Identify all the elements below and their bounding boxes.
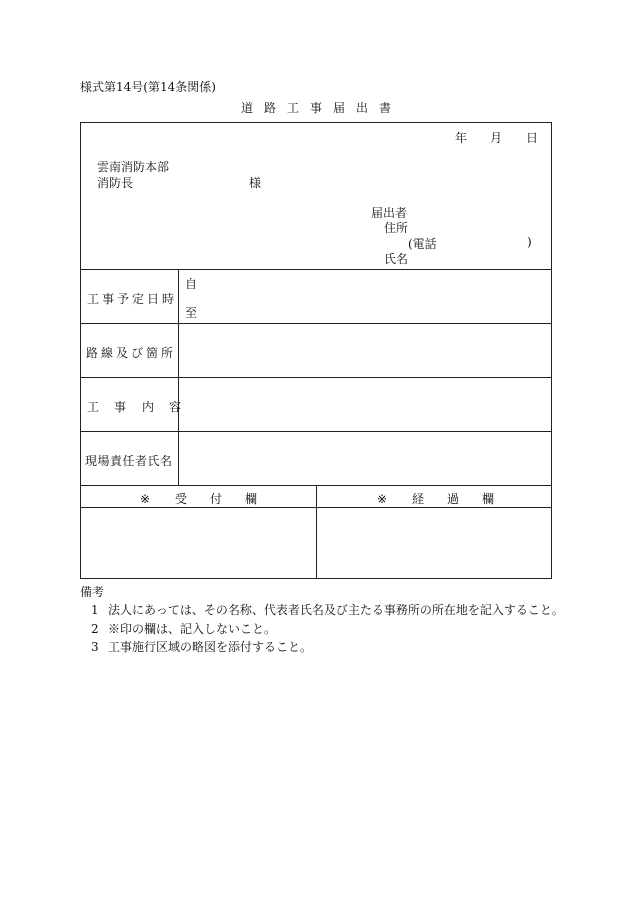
form-number: 様式第14号(第14条関係)	[80, 80, 216, 94]
date-day-label: 日	[526, 131, 539, 145]
title-char: 事	[310, 101, 323, 115]
applicant-name-label: 氏名	[384, 252, 409, 266]
title-char: 届	[333, 101, 346, 115]
title-char: 書	[379, 101, 392, 115]
schedule-to-label: 至	[185, 306, 198, 320]
row-divider	[81, 323, 551, 324]
bottom-column-divider	[316, 485, 317, 579]
note-number: 3	[91, 640, 99, 654]
applicant-phone-close: )	[527, 235, 532, 249]
date-year-label: 年	[455, 131, 468, 145]
title-char: 工	[287, 101, 300, 115]
note-number: 2	[91, 622, 99, 636]
title-char: 道	[241, 101, 254, 115]
date-month-label: 月	[490, 131, 503, 145]
row-label-schedule: 工 事 予 定 日 時	[87, 292, 175, 306]
note-item	[91, 620, 276, 637]
row-label-site-manager: 現場責任者氏名	[85, 454, 173, 468]
remark-mark: ※	[377, 492, 388, 506]
row-label-route: 路 線 及 び 箇 所	[86, 346, 174, 360]
addressee-position: 消防長	[97, 176, 134, 190]
addressee-honorific: 様	[249, 176, 262, 190]
note-item	[91, 601, 564, 618]
row-divider	[81, 431, 551, 432]
note-text: 法人にあっては、その名称、代表者氏名及び主たる事務所の所在地を記入すること。	[108, 603, 564, 617]
document-title	[241, 99, 402, 116]
addressee-org: 雲南消防本部	[97, 160, 170, 174]
title-char: 路	[264, 101, 277, 115]
row-label-work-content: 工 事 内 容	[87, 400, 182, 414]
label-column-divider	[178, 269, 179, 485]
row-divider	[81, 377, 551, 378]
applicant-phone-open: (電話	[408, 237, 437, 251]
schedule-from-label: 自	[185, 277, 198, 291]
title-char: 出	[356, 101, 369, 115]
note-text: ※印の欄は、記入しないこと。	[108, 622, 277, 636]
remark-mark: ※	[140, 492, 151, 506]
reception-column-header: ※ 受 付 欄	[140, 492, 258, 506]
progress-column-header: ※ 経 過 欄	[377, 492, 495, 506]
note-text: 工事施行区域の略図を添付すること。	[108, 640, 313, 654]
notes-heading: 備考	[80, 585, 105, 599]
applicant-label: 届出者	[371, 206, 408, 220]
note-item	[91, 638, 312, 655]
applicant-address-label: 住所	[384, 221, 409, 235]
row-divider	[81, 269, 551, 270]
form-frame	[80, 122, 552, 579]
note-number: 1	[91, 603, 99, 617]
